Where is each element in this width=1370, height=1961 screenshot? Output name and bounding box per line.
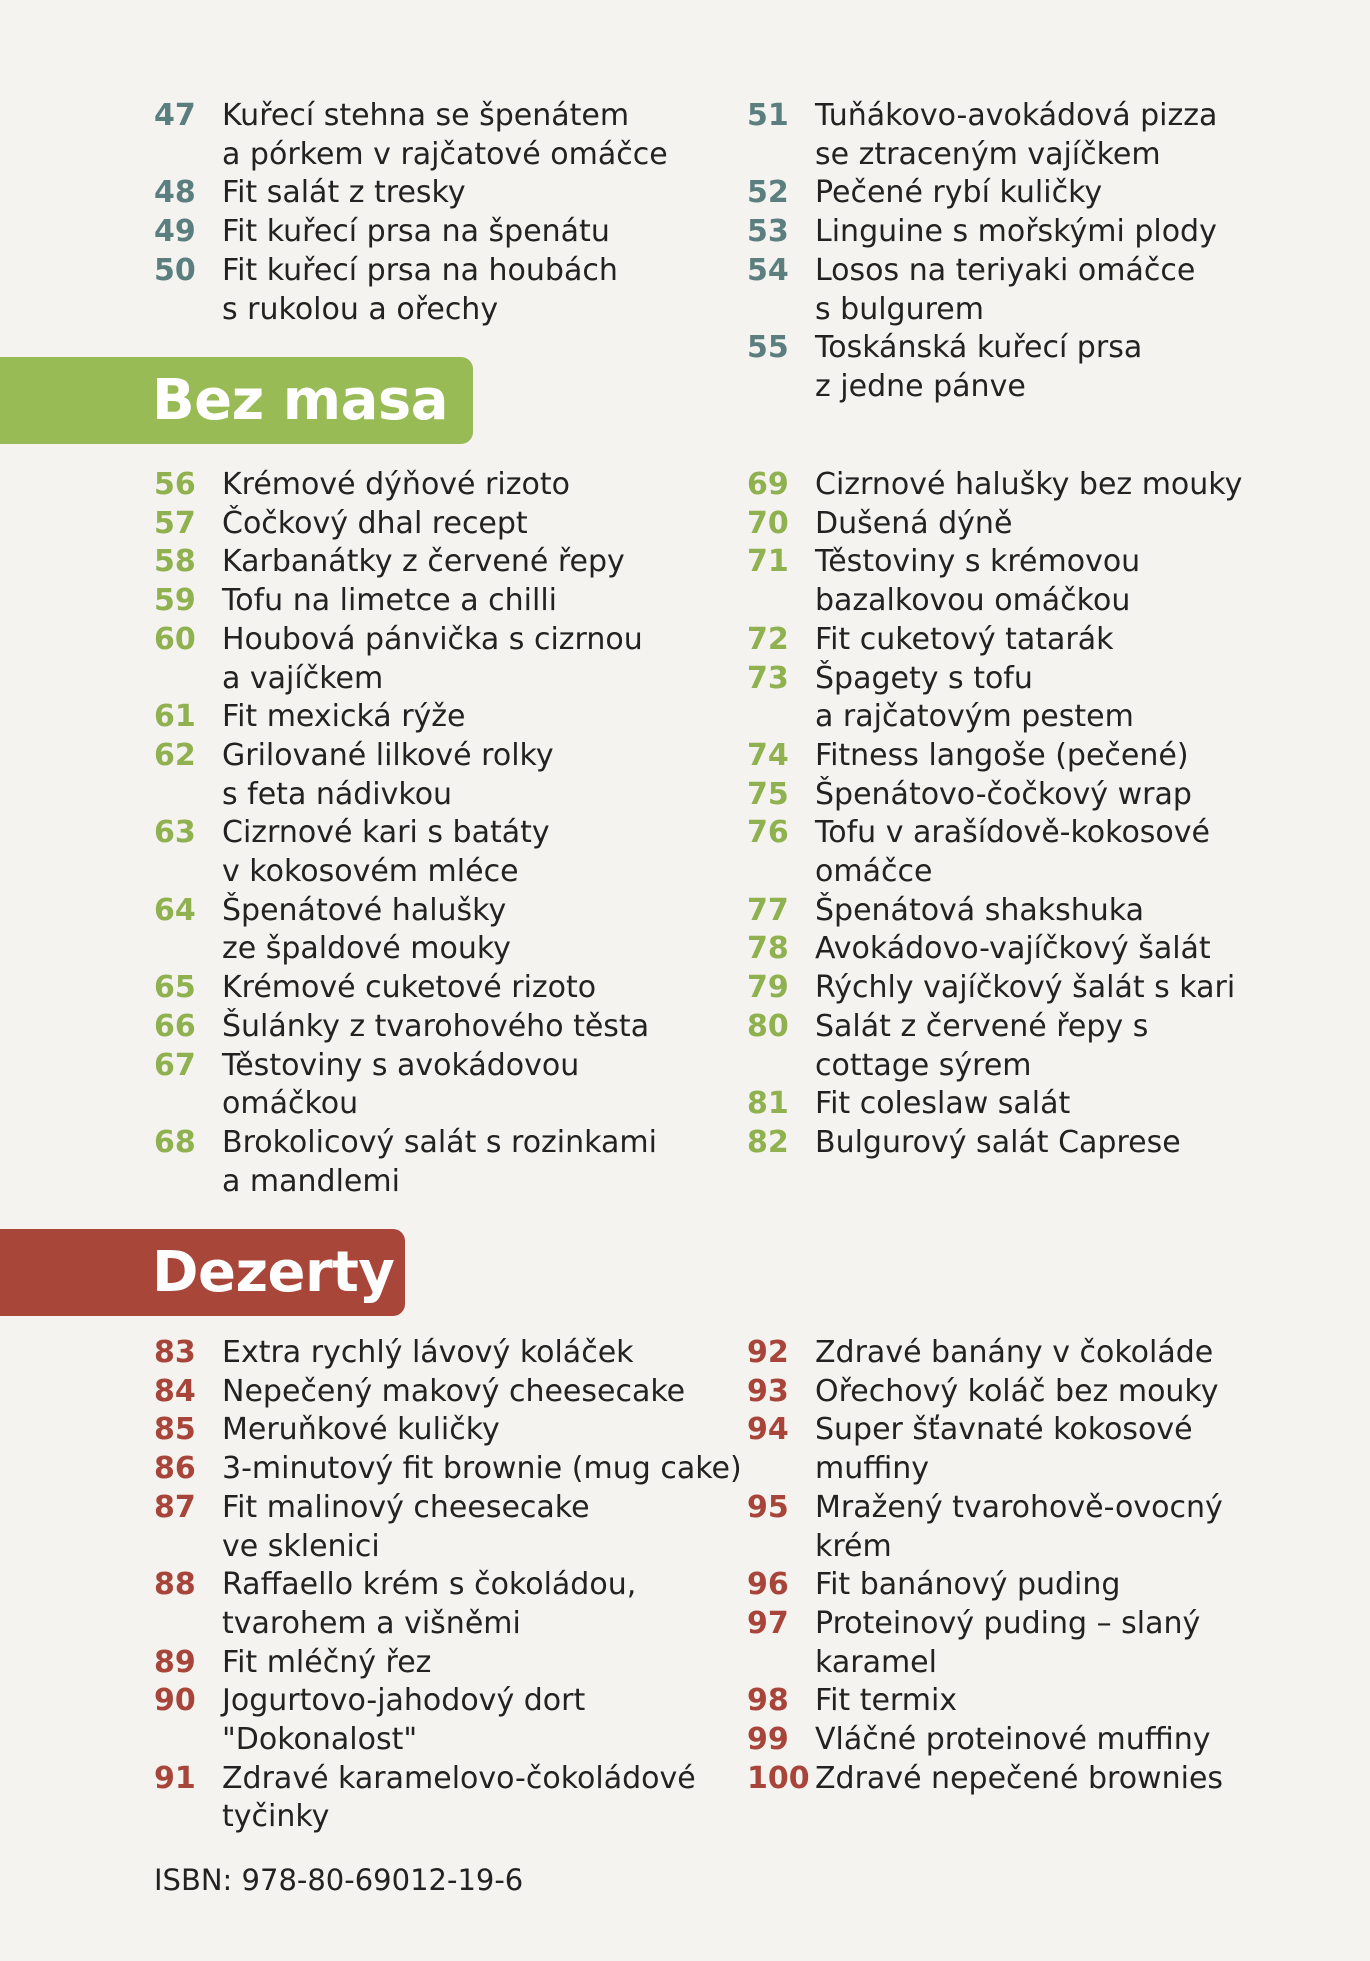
recipe-number: 51 (747, 98, 789, 133)
recipe-title: Těstoviny s avokádovou omáčkou (222, 1047, 580, 1122)
recipe-title: Fit coleslaw salát (815, 1086, 1071, 1122)
toc-entry (747, 329, 1347, 406)
toc-entry (747, 776, 1347, 815)
toc-entry (154, 969, 714, 1008)
recipe-title: Fit mléčný řez (222, 1644, 432, 1680)
recipe-number: 91 (154, 1760, 196, 1796)
recipe-number: 68 (154, 1124, 196, 1160)
recipe-title: Tofu v arašídově-kokosové omáčce (815, 815, 1210, 890)
recipe-title: Špagety s tofu a rajčatovým pestem (815, 660, 1134, 735)
recipe-number: 65 (154, 970, 196, 1006)
recipe-title: Cizrnové kari s batáty v kokosovém mléce (222, 815, 550, 890)
recipe-title: Linguine s mořskými plody (815, 214, 1217, 250)
recipe-number: 82 (747, 1124, 789, 1160)
toc-entry (154, 1682, 744, 1759)
recipe-title: Zdravé karamelovo-čokoládové tyčinky (222, 1760, 696, 1835)
recipe-number: 84 (154, 1373, 196, 1409)
recipe-number: 98 (747, 1683, 789, 1719)
recipe-number: 54 (747, 252, 789, 288)
toc-top-left (154, 97, 714, 329)
recipe-title: 3-minutový fit brownie (mug cake) (222, 1451, 742, 1487)
recipe-title: Avokádovo-vajíčkový šalát (815, 931, 1211, 967)
recipe-title: Brokolicový salát s rozinkami a mandlemi (222, 1124, 657, 1199)
recipe-number: 61 (154, 699, 196, 735)
toc-entry (747, 621, 1347, 660)
recipe-number: 90 (154, 1683, 196, 1719)
toc-entry (154, 1566, 744, 1643)
toc-entry (747, 1760, 1347, 1799)
recipe-number: 64 (154, 892, 196, 928)
recipe-number: 49 (154, 214, 196, 250)
toc-entry (154, 814, 714, 891)
toc-entry (747, 1334, 1347, 1373)
recipe-number: 73 (747, 660, 789, 696)
toc-entry (747, 1373, 1347, 1412)
recipe-number: 50 (154, 252, 196, 288)
toc-entry (747, 174, 1347, 213)
recipe-number: 83 (154, 1335, 196, 1370)
toc-entry (747, 252, 1347, 329)
toc-dezerty-right (747, 1334, 1347, 1798)
recipe-number: 67 (154, 1047, 196, 1083)
recipe-title: Losos na teriyaki omáčce s bulgurem (815, 252, 1196, 327)
recipe-title: Fitness langoše (pečené) (815, 737, 1189, 773)
toc-entry (747, 1085, 1347, 1124)
toc-entry (747, 1489, 1347, 1566)
recipe-number: 60 (154, 621, 196, 657)
recipe-title: Špenátové halušky ze špaldové mouky (222, 892, 511, 967)
toc-entry (747, 930, 1347, 969)
recipe-number: 57 (154, 505, 196, 541)
isbn: ISBN: 978-80-69012-19-6 (154, 1863, 524, 1897)
toc-entry (154, 1047, 714, 1124)
toc-entry (154, 1644, 744, 1683)
toc-entry (154, 1450, 744, 1489)
toc-entry (154, 543, 714, 582)
recipe-title: Špenátovo-čočkový wrap (815, 776, 1192, 812)
toc-entry (747, 1124, 1347, 1163)
recipe-number: 63 (154, 815, 196, 851)
toc-entry (154, 1760, 744, 1837)
recipe-number: 56 (154, 467, 196, 502)
toc-entry (747, 1566, 1347, 1605)
section-heading-bez-masa: Bez masa (0, 357, 473, 444)
toc-entry (154, 1124, 714, 1201)
recipe-number: 93 (747, 1373, 789, 1409)
toc-entry (747, 814, 1347, 891)
recipe-number: 89 (154, 1644, 196, 1680)
toc-entry (154, 737, 714, 814)
toc-entry (747, 737, 1347, 776)
recipe-title: Pečené rybí kuličky (815, 175, 1103, 211)
toc-entry (154, 252, 714, 329)
toc-entry (747, 213, 1347, 252)
recipe-title: Fit banánový puding (815, 1567, 1121, 1603)
recipe-title: Mražený tvarohově-ovocný krém (815, 1489, 1223, 1564)
recipe-number: 62 (154, 737, 196, 773)
recipe-number: 100 (747, 1760, 810, 1796)
toc-entry (747, 660, 1347, 737)
recipe-title: Extra rychlý lávový koláček (222, 1335, 634, 1370)
recipe-title: Těstoviny s krémovou bazalkovou omáčkou (815, 544, 1141, 619)
recipe-number: 75 (747, 776, 789, 812)
recipe-number: 87 (154, 1489, 196, 1525)
toc-entry (154, 505, 714, 544)
recipe-number: 99 (747, 1722, 789, 1758)
recipe-title: Toskánská kuřecí prsa z jedne pánve (815, 330, 1143, 404)
recipe-number: 74 (747, 737, 789, 773)
recipe-title: Fit kuřecí prsa na špenátu (222, 214, 610, 250)
toc-entry (747, 1008, 1347, 1085)
recipe-title: Raffaello krém s čokoládou, tvarohem a višněmi (222, 1567, 637, 1641)
recipe-title: Proteinový puding – slaný karamel (815, 1605, 1201, 1680)
recipe-title: Rýchly vajíčkový šalát s kari (815, 970, 1236, 1006)
toc-entry (747, 1411, 1347, 1488)
recipe-title: Dušená dýně (815, 505, 1013, 541)
toc-entry (154, 466, 714, 505)
recipe-title: Fit termix (815, 1683, 958, 1719)
recipe-title: Zdravé nepečené brownies (815, 1760, 1224, 1796)
recipe-number: 70 (747, 505, 789, 541)
recipe-title: Grilované lilkové rolky s feta nádivkou (222, 737, 554, 812)
recipe-number: 92 (747, 1335, 789, 1370)
recipe-number: 66 (154, 1008, 196, 1044)
recipe-number: 86 (154, 1451, 196, 1487)
section-heading-dezerty: Dezerty (0, 1229, 405, 1316)
recipe-title: Fit salát z tresky (222, 175, 466, 211)
recipe-title: Fit malinový cheesecake ve sklenici (222, 1489, 590, 1564)
recipe-number: 53 (747, 214, 789, 250)
toc-entry (747, 505, 1347, 544)
recipe-number: 85 (154, 1412, 196, 1448)
recipe-number: 96 (747, 1567, 789, 1603)
toc-entry (154, 621, 714, 698)
recipe-title: Ořechový koláč bez mouky (815, 1373, 1219, 1409)
recipe-number: 71 (747, 544, 789, 580)
toc-entry (154, 97, 714, 174)
recipe-number: 47 (154, 98, 196, 133)
recipe-number: 95 (747, 1489, 789, 1525)
recipe-title: Čočkový dhal recept (222, 505, 528, 541)
toc-bez-masa-right (747, 466, 1347, 1163)
recipe-title: Špenátová shakshuka (815, 892, 1145, 928)
toc-entry (154, 1411, 744, 1450)
recipe-title: Krémové dýňové rizoto (222, 467, 570, 502)
toc-entry (154, 892, 714, 969)
recipe-number: 48 (154, 175, 196, 211)
recipe-number: 52 (747, 175, 789, 211)
recipe-title: Tuňákovo-avokádová pizza se ztraceným vajíčkem (815, 98, 1218, 172)
toc-entry (154, 1373, 744, 1412)
recipe-number: 79 (747, 970, 789, 1006)
recipe-title: Fit mexická rýže (222, 699, 466, 735)
toc-entry (747, 892, 1347, 931)
recipe-number: 72 (747, 621, 789, 657)
recipe-number: 81 (747, 1086, 789, 1122)
recipe-title: Cizrnové halušky bez mouky (815, 467, 1243, 502)
recipe-number: 94 (747, 1412, 789, 1448)
toc-entry (154, 698, 714, 737)
recipe-number: 69 (747, 467, 789, 502)
toc-dezerty-left (154, 1334, 744, 1837)
toc-entry (747, 466, 1347, 505)
recipe-title: Super šťavnaté kokosové muffiny (815, 1412, 1193, 1487)
toc-entry (747, 1721, 1347, 1760)
recipe-number: 80 (747, 1008, 789, 1044)
toc-entry (154, 1334, 744, 1373)
toc-entry (747, 1682, 1347, 1721)
recipe-title: Šulánky z tvarohového těsta (222, 1008, 650, 1044)
recipe-title: Meruňkové kuličky (222, 1412, 500, 1448)
toc-entry (747, 97, 1347, 174)
recipe-number: 55 (747, 330, 789, 366)
recipe-title: Houbová pánvička s cizrnou a vajíčkem (222, 621, 643, 696)
toc-entry (747, 543, 1347, 620)
recipe-title: Nepečený makový cheesecake (222, 1373, 686, 1409)
toc-entry (154, 1008, 714, 1047)
recipe-number: 88 (154, 1567, 196, 1603)
recipe-title: Bulgurový salát Caprese (815, 1124, 1181, 1160)
recipe-title: Fit cuketový tatarák (815, 621, 1114, 657)
recipe-number: 59 (154, 583, 196, 619)
toc-entry (747, 1605, 1347, 1682)
toc-entry (747, 969, 1347, 1008)
recipe-title: Tofu na limetce a chilli (222, 583, 557, 619)
recipe-number: 76 (747, 815, 789, 851)
recipe-title: Jogurtovo-jahodový dort "Dokonalost" (222, 1683, 586, 1758)
recipe-number: 78 (747, 931, 789, 967)
recipe-number: 77 (747, 892, 789, 928)
toc-top-right (747, 97, 1347, 407)
recipe-title: Vláčné proteinové muffiny (815, 1722, 1211, 1758)
toc-entry (154, 174, 714, 213)
recipe-number: 97 (747, 1605, 789, 1641)
recipe-title: Zdravé banány v čokoláde (815, 1335, 1214, 1370)
recipe-title: Fit kuřecí prsa na houbách s rukolou a ořechy (222, 252, 618, 327)
toc-entry (154, 582, 714, 621)
toc-entry (154, 1489, 744, 1566)
recipe-number: 58 (154, 544, 196, 580)
toc-bez-masa-left (154, 466, 714, 1201)
recipe-title: Krémové cuketové rizoto (222, 970, 597, 1006)
recipe-title: Salát z červené řepy s cottage sýrem (815, 1008, 1149, 1083)
toc-entry (154, 213, 714, 252)
recipe-title: Kuřecí stehna se špenátem a pórkem v rajčatové omáčce (222, 98, 668, 172)
recipe-title: Karbanátky z červené řepy (222, 544, 625, 580)
